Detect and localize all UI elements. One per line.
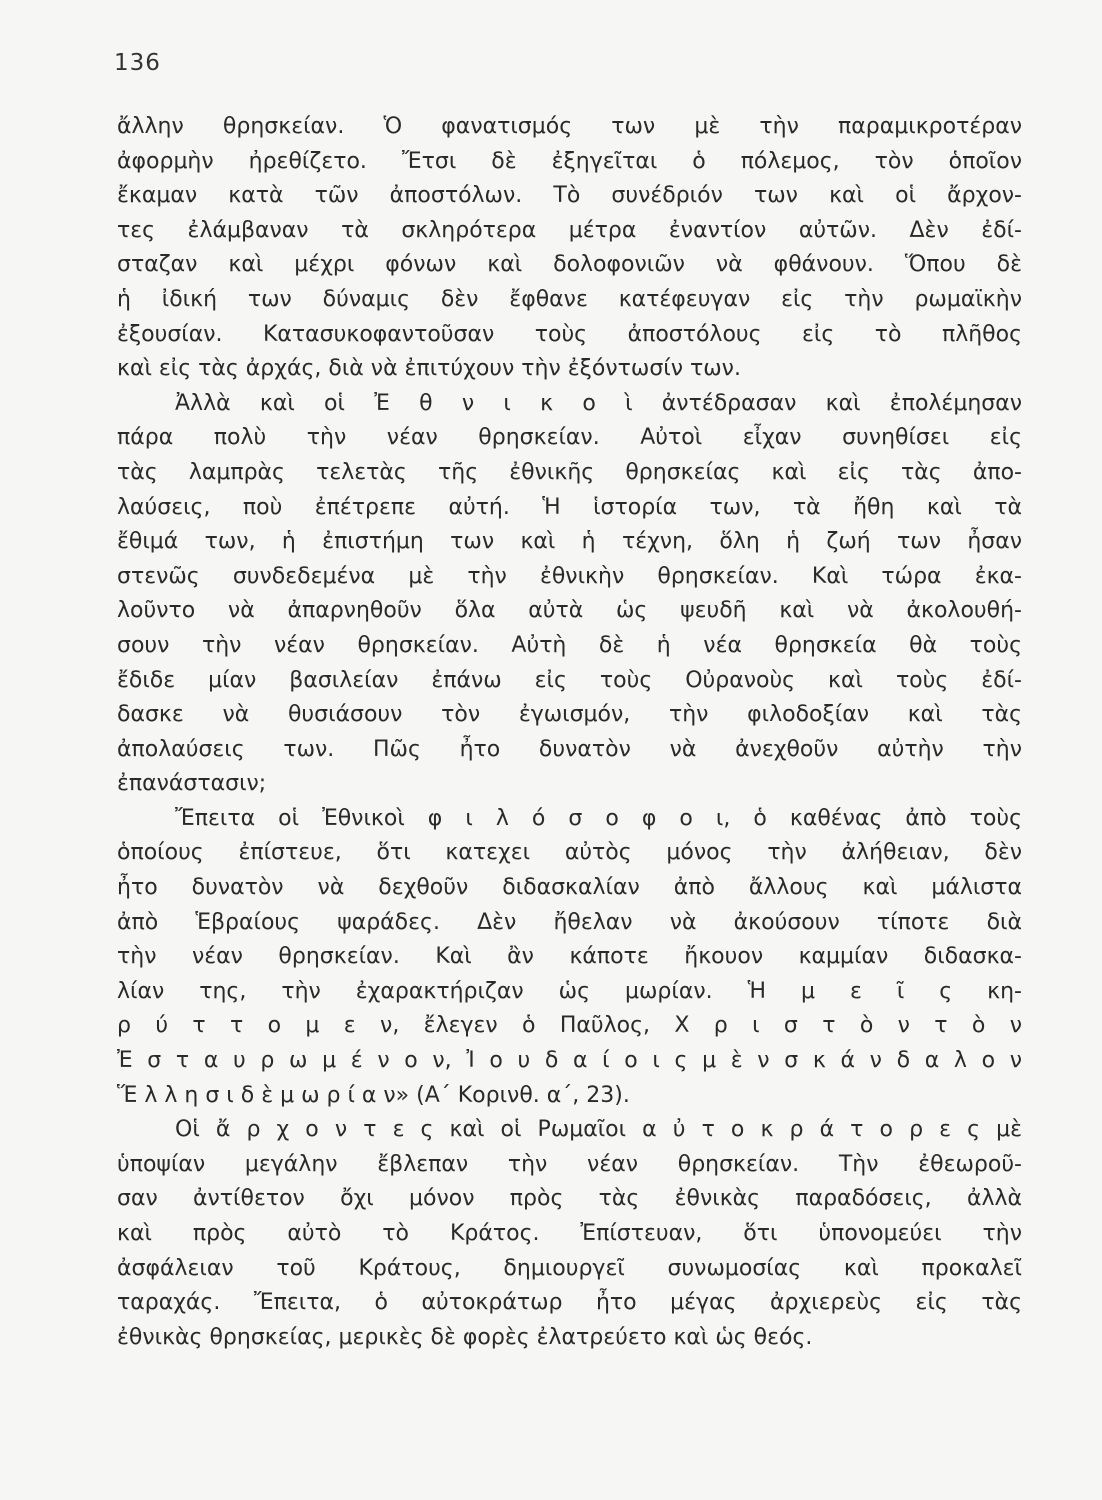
text-line: Ἔπειτα οἱ Ἐθνικοὶ φ ι λ ό σ ο φ ο ι, ὁ καθένας ἀπὸ τοὺς	[175, 805, 1022, 831]
text-line: σουν τὴν νέαν θρησκείαν. Αὐτὴ δὲ ἡ νέα θρησκεία θὰ τοὺς	[117, 632, 1022, 658]
text-line: ὁποίους ἐπίστευε, ὅτι κατεχει αὐτὸς μόνος τὴν ἀλήθειαν, δὲν	[117, 840, 1022, 866]
text-line: ἔδιδε μίαν βασιλείαν ἐπάνω εἰς τοὺς Οὐρανοὺς καὶ τοὺς ἐδί-	[117, 667, 1022, 693]
text-line: λίαν της, τὴν ἐχαρακτήριζαν ὡς μωρίαν. Ἡ μ ε ῖ ς κη-	[117, 978, 1022, 1004]
text-line: ἔκαμαν κατὰ τῶν ἀποστόλων. Τὸ συνέδριόν των καὶ οἱ ἄρχον-	[117, 183, 1022, 209]
text-line: ἡ ἰδική των δύναμις δὲν ἔφθανε κατέφευγαν εἰς τὴν ρωμαϊκὴν	[117, 286, 1022, 312]
text-line: ἀπολαύσεις των. Πῶς ἦτο δυνατὸν νὰ ἀνεχθοῦν αὐτὴν τὴν	[117, 736, 1022, 762]
text-line: ὑποψίαν μεγάλην ἔβλεπαν τὴν νέαν θρησκείαν. Τὴν ἐθεωροῦ-	[117, 1151, 1022, 1177]
text-line: τες ἐλάμβαναν τὰ σκληρότερα μέτρα ἐναντίον αὐτῶν. Δὲν ἐδί-	[117, 217, 1022, 243]
body-text	[117, 110, 1022, 1355]
text-line: ρ ύ τ τ ο μ ε ν, ἔλεγεν ὁ Παῦλος, Χ ρ ι σ τ ὸ ν τ ὸ ν	[117, 1013, 1022, 1039]
text-line: πάρα πολὺ τὴν νέαν θρησκείαν. Αὐτοὶ εἶχαν συνηθίσει εἰς	[117, 425, 1022, 451]
text-line: ἀφορμὴν ἠρεθίζετο. Ἔτσι δὲ ἐξηγεῖται ὁ πόλεμος, τὸν ὁποῖον	[117, 148, 1022, 174]
text-line: τὴν νέαν θρησκείαν. Καὶ ἂν κάποτε ἤκουον καμμίαν διδασκα-	[117, 944, 1022, 970]
text-line: λαύσεις, ποὺ ἐπέτρεπε αὐτή. Ἡ ἱστορία των, τὰ ἤθη καὶ τὰ	[117, 494, 1022, 520]
text-line: ἔθιμά των, ἡ ἐπιστήμη των καὶ ἡ τέχνη, ὅλη ἡ ζωή των ἦσαν	[117, 529, 1022, 555]
text-line: ἦτο δυνατὸν νὰ δεχθοῦν διδασκαλίαν ἀπὸ ἄλλους καὶ μάλιστα	[117, 875, 1022, 901]
text-line: ἐπανάστασιν;	[117, 771, 267, 797]
text-line: Ἐ σ τ α υ ρ ω μ έ ν ο ν, Ἰ ο υ δ α ί ο ι ς μ ὲ ν σ κ ά ν δ α λ ο ν	[117, 1048, 1022, 1074]
text-line: λοῦντο νὰ ἀπαρνηθοῦν ὅλα αὐτὰ ὡς ψευδῆ καὶ νὰ ἀκολουθή-	[117, 598, 1022, 624]
text-line: ἐθνικὰς θρησκείας, μερικὲς δὲ φορὲς ἐλατρεύετο καὶ ὡς θεός.	[117, 1324, 813, 1350]
text-line: σαν ἀντίθετον ὄχι μόνον πρὸς τὰς ἐθνικὰς παραδόσεις, ἀλλὰ	[117, 1186, 1022, 1212]
text-line: ἄλλην θρησκείαν. Ὁ φανατισμός των μὲ τὴν παραμικροτέραν	[117, 114, 1022, 139]
text-line: ἀπὸ Ἑβραίους ψαράδες. Δὲν ἤθελαν νὰ ἀκούσουν τίποτε διὰ	[117, 909, 1022, 935]
text-line: ἀσφάλειαν τοῦ Κράτους, δημιουργεῖ συνωμοσίας καὶ προκαλεῖ	[117, 1255, 1022, 1281]
text-line: Ἕ λ λ η σ ι δ ὲ μ ω ρ ί α ν» (Α΄ Κορινθ. α΄, 23).	[117, 1082, 630, 1108]
text-line: καὶ εἰς τὰς ἀρχάς, διὰ νὰ ἐπιτύχουν τὴν ἐξόντωσίν των.	[117, 356, 741, 382]
text-line: τὰς λαμπρὰς τελετὰς τῆς ἐθνικῆς θρησκείας καὶ εἰς τὰς ἀπο-	[117, 459, 1022, 485]
text-line: Ἀλλὰ καὶ οἱ Ἐ θ ν ι κ ο ὶ ἀντέδρασαν καὶ ἐπολέμησαν	[175, 390, 1022, 416]
text-line: δασκε νὰ θυσιάσουν τὸν ἐγωισμόν, τὴν φιλοδοξίαν καὶ τὰς	[117, 702, 1022, 728]
text-line: καὶ πρὸς αὐτὸ τὸ Κράτος. Ἐπίστευαν, ὅτι ὑπονομεύει τὴν	[117, 1221, 1022, 1246]
text-line: ἐξουσίαν. Κατασυκοφαντοῦσαν τοὺς ἀποστόλους εἰς τὸ πλῆθος	[117, 321, 1022, 347]
text-line: στενῶς συνδεδεμένα μὲ τὴν ἐθνικὴν θρησκείαν. Καὶ τώρα ἐκα-	[117, 563, 1022, 589]
page-number: 136	[114, 50, 161, 76]
text-line: Οἱ ἄ ρ χ ο ν τ ε ς καὶ οἱ Ρωμαῖοι α ὐ τ ο κ ρ ά τ ο ρ ε ς μὲ	[175, 1117, 1022, 1143]
text-line: σταζαν καὶ μέχρι φόνων καὶ δολοφονιῶν νὰ φθάνουν. Ὅπου δὲ	[117, 252, 1022, 278]
text-line: ταραχάς. Ἔπειτα, ὁ αὐτοκράτωρ ἦτο μέγας ἀρχιερεὺς εἰς τὰς	[117, 1290, 1022, 1316]
